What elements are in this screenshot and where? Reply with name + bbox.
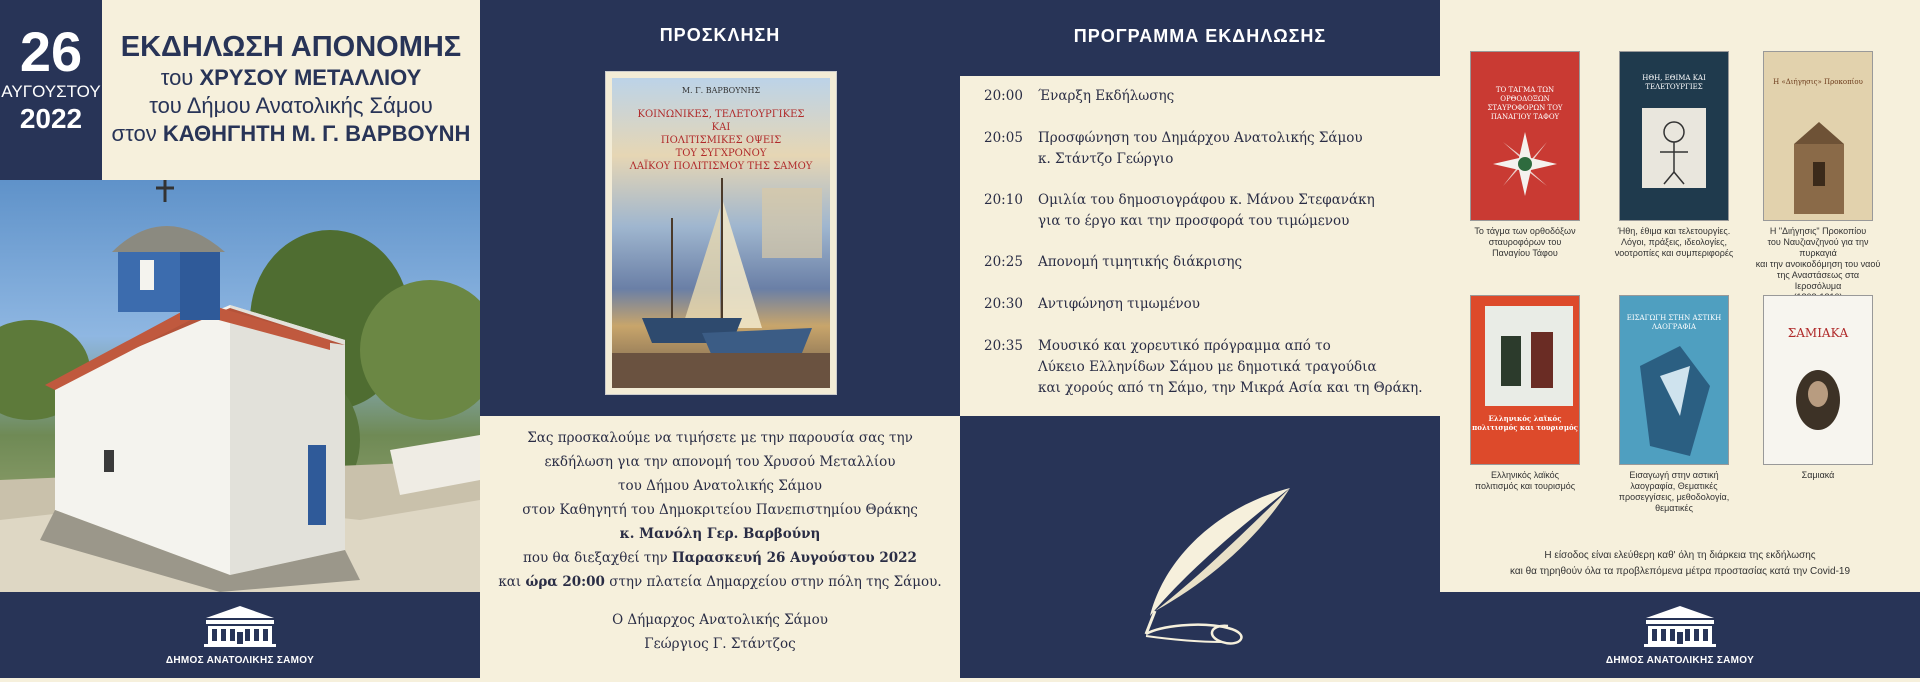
book-cover bbox=[1764, 52, 1872, 220]
book-caption bbox=[1609, 226, 1739, 259]
book-cover bbox=[1620, 296, 1728, 464]
book-cover-title: ΤΟ ΤΑΓΜΑ ΤΩΝ ΟΡΘΟΔΟΞΩΝ ΣΤΑΥΡΟΦΟΡΩΝ ΤΟΥ ΠΑΝΑΓΙΟΥ ΤΑΦΟΥ bbox=[1487, 86, 1563, 121]
municipality-footer-left bbox=[0, 592, 480, 678]
book-title-line: ΚΑΙ bbox=[711, 122, 731, 133]
book-caption bbox=[1753, 470, 1883, 481]
featured-book-cover bbox=[606, 72, 836, 394]
book-cover bbox=[1764, 296, 1872, 464]
caption-line: της Αναστάσεως στα Ιεροσόλυμα bbox=[1776, 270, 1860, 291]
municipality-name: ΔΗΜΟΣ ΑΝΑΤΟΛΙΚΗΣ ΣΑΜΟΥ bbox=[1605, 655, 1755, 666]
caption-line: Ελληνικός λαϊκός bbox=[1490, 470, 1560, 480]
program-header bbox=[960, 0, 1440, 76]
event-time-text: ώρα 20:00 bbox=[525, 574, 605, 590]
program-line: και χορούς από τη Σάμο, την Μικρά Ασία και τη Θράκη. bbox=[1038, 380, 1423, 396]
book-cover bbox=[1471, 52, 1579, 220]
invitation-line: Σας προσκαλούμε να τιμήσετε με την παρουσία σας την bbox=[527, 430, 913, 446]
program-desc bbox=[1038, 252, 1438, 273]
program-desc bbox=[1038, 294, 1438, 315]
mural-icon bbox=[1620, 296, 1728, 464]
program-time: 20:05 bbox=[984, 130, 1023, 146]
book-cover bbox=[1471, 296, 1579, 464]
municipality-footer-right bbox=[1440, 592, 1920, 678]
program-time: 20:30 bbox=[984, 296, 1023, 312]
book-card bbox=[1755, 52, 1881, 303]
book-caption bbox=[1609, 470, 1739, 514]
caption-line: Το τάγμα των ορθοδόξων bbox=[1474, 226, 1576, 236]
portrait-icon bbox=[1764, 296, 1872, 464]
program-line: κ. Στάντζο Γεώργιο bbox=[1038, 151, 1174, 167]
date-month: ΑΥΓΟΥΣΤΟΥ bbox=[1, 82, 101, 101]
invitation-time-line bbox=[480, 570, 960, 594]
book-caption bbox=[1460, 226, 1590, 259]
book-card bbox=[1620, 296, 1728, 514]
book-title-line: ΚΟΙΝΩΝΙΚΕΣ, ΤΕΛΕΤΟΥΡΓΙΚΕΣ bbox=[637, 109, 805, 120]
title-line-2-bold: ΧΡΥΣΟΥ ΜΕΤΑΛΛΙΟΥ bbox=[199, 65, 422, 90]
caption-line: πολιτισμός και τουρισμός bbox=[1474, 481, 1576, 491]
covid-note bbox=[1440, 548, 1920, 580]
event-date-text: Παρασκευή 26 Αυγούστου 2022 bbox=[671, 550, 917, 566]
book-cover bbox=[1620, 52, 1728, 220]
title-line-4 bbox=[102, 120, 480, 148]
book-title-line: ΠΟΛΙΤΙΣΜΙΚΕΣ ΟΨΕΙΣ bbox=[660, 135, 782, 146]
program-line: Προσφώνηση του Δημάρχου Ανατολικής Σάμου bbox=[1038, 130, 1363, 146]
caption-line: θεματικές bbox=[1655, 503, 1693, 513]
engraving-icon bbox=[1620, 52, 1728, 220]
title-line-3: του Δήμου Ανατολικής Σάμου bbox=[149, 93, 433, 118]
caption-line: και την ανοικοδόμηση του ναού bbox=[1755, 259, 1881, 269]
program-desc bbox=[1038, 86, 1438, 107]
program-line: Αντιφώνηση τιμωμένου bbox=[1038, 296, 1200, 312]
caption-line: Παναγίου Τάφου bbox=[1492, 248, 1558, 258]
program-line: Ομιλία του δημοσιογράφου κ. Μάνου Στεφανάκη bbox=[1038, 192, 1375, 208]
church-icon bbox=[1764, 52, 1872, 220]
caption-line: προσεγγίσεις, μεθοδολογία, bbox=[1618, 492, 1730, 502]
quill-pen-icon bbox=[960, 416, 1440, 678]
book-cover-title: ΣΑΜΙΑΚΑ bbox=[1787, 326, 1849, 340]
caption-line: Ήθη, έθιμα και τελετουργίες. bbox=[1617, 226, 1731, 236]
book-caption bbox=[1753, 226, 1883, 303]
signature-name: Γεώργιος Γ. Στάντζος bbox=[644, 636, 796, 652]
invitation-line-prefix: που θα διεξαχθεί την bbox=[523, 550, 672, 566]
title-line-4-bold: ΚΑΘΗΓΗΤΗ Μ. Γ. ΒΑΡΒΟΥΝΗ bbox=[162, 121, 471, 146]
book-card bbox=[1614, 52, 1734, 259]
title-line-2 bbox=[102, 64, 480, 92]
caption-line: Εισαγωγή στην αστική bbox=[1629, 470, 1719, 480]
event-location-text: στην πλατεία Δημαρχείου στην πόλη της Σάμου. bbox=[604, 574, 942, 590]
program-time: 20:25 bbox=[984, 254, 1023, 270]
program-time: 20:10 bbox=[984, 192, 1023, 208]
book-card bbox=[1764, 296, 1872, 481]
program-time: 20:00 bbox=[984, 88, 1023, 104]
title-line-1: ΕΚΔΗΛΩΣΗ ΑΠΟΝΟΜΗΣ bbox=[120, 31, 462, 63]
caption-line: λαογραφία, Θεματικές bbox=[1630, 481, 1718, 491]
invitation-body bbox=[480, 426, 960, 594]
book-author: Μ. Γ. ΒΑΡΒΟΥΝΗΣ bbox=[681, 86, 761, 95]
book-card bbox=[1471, 52, 1579, 259]
program-desc bbox=[1038, 128, 1438, 170]
book-cover-title: ΕΙΣΑΓΩΓΗ ΣΤΗΝ ΑΣΤΙΚΗ ΛΑΟΓΡΑΦΙΑ bbox=[1626, 314, 1722, 331]
date-day: 26 bbox=[19, 20, 83, 83]
program-line: Απονομή τιμητικής διάκρισης bbox=[1038, 254, 1243, 270]
book-title bbox=[612, 108, 830, 173]
honoree-name: κ. Μανόλη Γερ. Βαρβούνη bbox=[619, 526, 821, 542]
caption-line: Λόγοι, πράξεις, ιδεολογίες, bbox=[1620, 237, 1727, 247]
program-desc bbox=[1038, 336, 1438, 399]
church-photo bbox=[0, 180, 480, 592]
title-line-2-prefix: του bbox=[160, 65, 200, 90]
town-hall-icon bbox=[202, 604, 278, 648]
book-caption bbox=[1460, 470, 1590, 492]
title-line-4-prefix: στον bbox=[111, 121, 163, 146]
note-line: και θα τηρηθούν όλα τα προβλεπόμενα μέτρα προστασίας κατά την Covid-19 bbox=[1509, 566, 1851, 577]
note-line: Η είσοδος είναι ελεύθερη καθ' όλη τη διάρκεια της εκδήλωσης bbox=[1544, 550, 1816, 561]
mayor-signature bbox=[480, 608, 960, 656]
book-cover-title: ΗΘΗ, ΕΘΙΜΑ ΚΑΙ ΤΕΛΕΤΟΥΡΓΙΕΣ bbox=[1642, 74, 1706, 91]
invitation-date-line bbox=[480, 546, 960, 570]
book-title-line: ΤΟΥ ΣΥΓΧΡΟΝΟΥ bbox=[675, 148, 767, 159]
program-desc bbox=[1038, 190, 1438, 232]
invitation-line: εκδήλωση για την απονομή του Χρυσού Μεταλλίου bbox=[544, 454, 896, 470]
town-hall-icon bbox=[1642, 604, 1718, 648]
program-line: για το έργο και την προσφορά του τιμώμενου bbox=[1038, 213, 1350, 229]
event-title bbox=[102, 0, 480, 180]
program-line: Έναρξη Εκδήλωσης bbox=[1038, 88, 1175, 104]
book-cover-title: Ελληνικός λαϊκός πολιτισμός και τουρισμός bbox=[1472, 414, 1578, 432]
caption-line: Σαμιακά bbox=[1801, 470, 1835, 480]
invitation-line: στον Καθηγητή του Δημοκριτείου Πανεπιστημίου Θράκης bbox=[522, 502, 918, 518]
star-cross-icon bbox=[1471, 52, 1579, 220]
photo-icon bbox=[1471, 296, 1579, 464]
invitation-line: του Δήμου Ανατολικής Σάμου bbox=[618, 478, 822, 494]
caption-line: του Ναυζιανζηνού για την πυρκαγιά bbox=[1767, 237, 1869, 258]
book-cover-title: Η «Διήγησις» Προκοπίου bbox=[1773, 78, 1863, 86]
program-heading: ΠΡΟΓΡΑΜΜΑ ΕΚΔΗΛΩΣΗΣ bbox=[1073, 26, 1327, 46]
date-year: 2022 bbox=[19, 103, 83, 134]
invitation-line-prefix: και bbox=[498, 574, 526, 590]
books-panel bbox=[1440, 0, 1920, 592]
invitation-text bbox=[480, 416, 960, 678]
municipality-name: ΔΗΜΟΣ ΑΝΑΤΟΛΙΚΗΣ ΣΑΜΟΥ bbox=[165, 655, 315, 666]
caption-line: Η "Διήγησις" Προκοπίου bbox=[1769, 226, 1867, 236]
event-date bbox=[0, 0, 102, 180]
program-list bbox=[960, 76, 1440, 416]
book-painting bbox=[612, 78, 830, 388]
caption-line: σταυροφόρων του bbox=[1488, 237, 1562, 247]
quill-panel bbox=[960, 416, 1440, 678]
program-time: 20:35 bbox=[984, 338, 1023, 354]
signature-title: Ο Δήμαρχος Ανατολικής Σάμου bbox=[612, 612, 828, 628]
book-card bbox=[1471, 296, 1579, 492]
town-hall-logo bbox=[1606, 604, 1754, 666]
invitation-heading: ΠΡΟΣΚΛΗΣΗ bbox=[659, 25, 781, 45]
program-line: Μουσικό και χορευτικό πρόγραμμα από το bbox=[1038, 338, 1331, 354]
book-title-line: ΛΑΪΚΟΥ ΠΟΛΙΤΙΣΜΟΥ ΤΗΣ ΣΑΜΟΥ bbox=[629, 161, 813, 172]
caption-line: νοοτροπίες και συμπεριφορές bbox=[1614, 248, 1734, 258]
program-line: Λύκειο Ελληνίδων Σάμου με δημοτικά τραγούδια bbox=[1038, 359, 1377, 375]
town-hall-logo bbox=[166, 604, 314, 666]
